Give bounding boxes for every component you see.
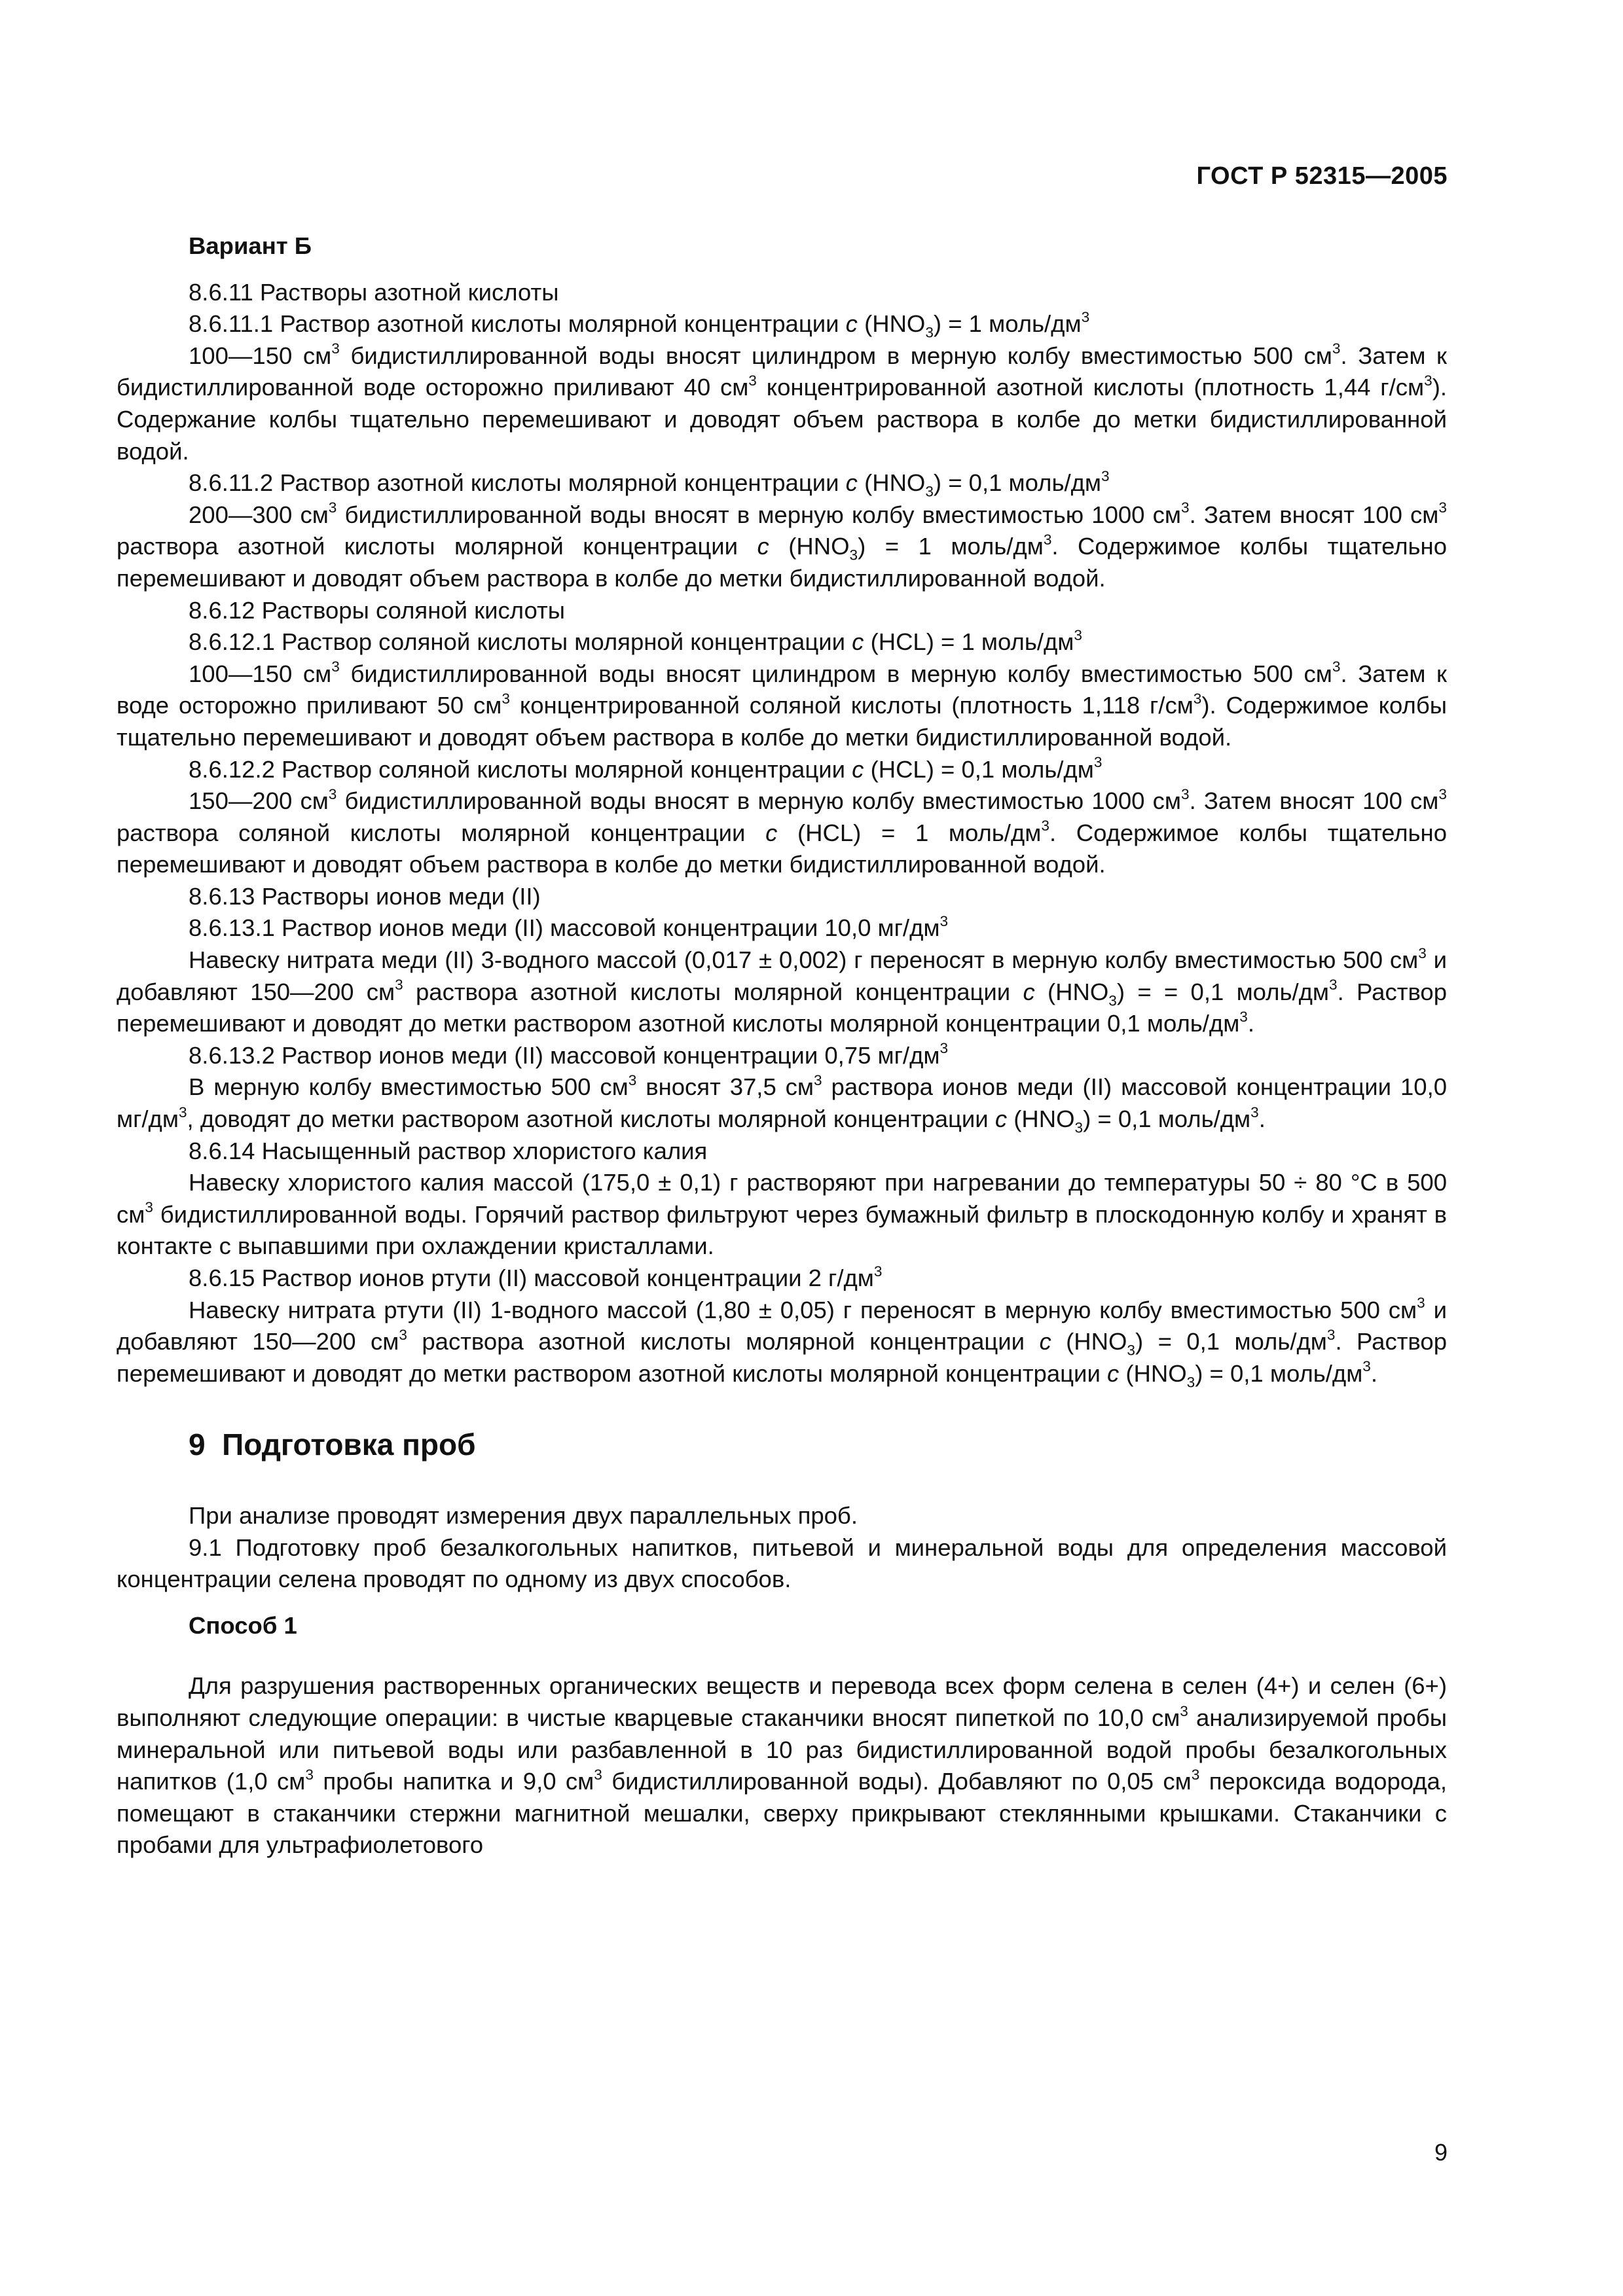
paragraph: Навеску нитрата меди (II) 3-водного массой (0,017 ± 0,002) г переносят в мерную колбу вместимостью 500 $см^3$ и добавляют 150—200 $см^3$ раствора азотной кислоты молярной концентрации c $(HNO_3)$ = = 0,1 моль/$дм^3$. Раствор перемешивают и доводят до метки раствором азотной кислоты молярной концентрации 0,1 моль/$дм^3$. — [117, 944, 1448, 1037]
paragraph: 8.6.13.2 Раствор ионов меди (II) массовой концентрации 0,75 $мг/дм^3$ — [189, 1040, 949, 1069]
paragraph: Навеску хлористого калия массой (175,0 ± 0,1) г растворяют при нагревании до температуры 50 ÷ 80 °С в 500 $см^3$ бидистиллированной воды. Горячий раствор фильтруют через бумажный фильтр в плоскодонную колбу и хранят в контакте с выпавшими при охлаждении кристаллами. — [117, 1169, 1447, 1260]
paragraph: 200—300 $см^3$ бидистиллированной воды вносят в мерную колбу вместимостью 1000 $см^3$. Затем вносят 100 $см^3$ раствора азотной кислоты молярной концентрации c $(HNO_3) = 1$ моль/$дм^3$. Содержимое колбы тщательно перемешивают и доводят объем раствора в колбе до метки бидистиллированной водой. — [117, 499, 1448, 592]
paragraph: 100—150 $см^3$ бидистиллированной воды вносят цилиндром в мерную колбу вместимостью 500 $см^3$. Затем к бидистиллированной воде осторожно приливают 40 $см^3$ концентрированной азотной кислоты (плотность 1,44 $г/см^3$). Содержание колбы тщательно перемешивают и доводят объем раствора в колбе до метки бидистиллированной водой. — [117, 340, 1448, 465]
paragraph: 8.6.12.2 Раствор соляной кислоты молярной концентрации c (HCL) = 0,1 моль/$дм^3$ — [189, 754, 1103, 783]
section-number: 9 — [189, 1427, 206, 1462]
paragraph: Для разрушения растворенных органических веществ и перевода всех форм селена в селен (4+) и селен (6+) выполняют следующие операции: в чистые кварцевые стаканчики вносят пипеткой по 10,0 $см^3$ анализируемой пробы минеральной или питьевой воды или разбавленной в 10 раз бидистиллированной водой пробы безалкогольных напитков (1,0 $см^3$ пробы напитка и 9,0 $см^3$ бидистиллированной воды). Добавляют по 0,05 $см^3$ пероксида водорода, помещают в стаканчики стержни магнитной мешалки, сверху прикрывают стеклянными крышками. Стаканчики с пробами для ультрафиолетового — [117, 1672, 1447, 1859]
paragraph: 150—200 $см^3$ бидистиллированной воды вносят в мерную колбу вместимостью 1000 $см^3$. Затем вносят 100 $см^3$ раствора соляной кислоты молярной концентрации c (HCL) = 1 моль/$дм^3$. Содержимое колбы тщательно перемешивают и доводят объем раствора в колбе до метки бидистиллированной водой. — [117, 785, 1447, 878]
paragraph: При анализе проводят измерения двух параллельных проб. — [189, 1501, 858, 1529]
paragraph: 8.6.14 Насыщенный раствор хлористого калия — [189, 1137, 708, 1164]
page-number: 9 — [1434, 2139, 1448, 2166]
method-heading: Способ 1 — [189, 1611, 297, 1639]
paragraph: 8.6.12 Растворы соляной кислоты — [189, 596, 565, 624]
section-heading — [189, 1429, 1447, 1461]
paragraph: 8.6.15 Раствор ионов ртути (II) массовой концентрации 2 $г/дм^3$ — [189, 1263, 883, 1291]
paragraph: 8.6.13.1 Раствор ионов меди (II) массовой концентрации 10,0 $мг/дм^3$ — [189, 913, 949, 942]
paragraph: В мерную колбу вместимостью 500 $см^3$ вносят 37,5 $см^3$ раствора ионов меди (II) массовой концентрации 10,0 $мг/дм^3$, доводят до метки раствором азотной кислоты молярной концентрации c $(HNO_3) = 0,1$ моль/$дм^3$. — [117, 1072, 1448, 1136]
paragraph: 100—150 $см^3$ бидистиллированной воды вносят цилиндром в мерную колбу вместимостью 500 $см^3$. Затем к воде осторожно приливают 50 $см^3$ концентрированной соляной кислоты (плотность 1,118 $г/см^3$). Содержимое колбы тщательно перемешивают и доводят объем раствора в колбе до метки бидистиллированной водой. — [117, 658, 1448, 751]
paragraph: Навеску нитрата ртути (II) 1-водного массой (1,80 ± 0,05) г переносят в мерную колбу вместимостью 500 $см^3$ и добавляют 150—200 $см^3$ раствора азотной кислоты молярной концентрации c $(HNO_3) = 0,1$ моль/$дм^3$. Раствор перемешивают и доводят до метки раствором азотной кислоты молярной концентрации c $(HNO_3) = 0,1$ моль/$дм^3$. — [117, 1295, 1448, 1391]
paragraph: 8.6.11 Растворы азотной кислоты — [189, 278, 559, 306]
paragraph: 8.6.11.1 Раствор азотной кислоты молярной концентрации c $(HNO_3) = 1$ моль/$дм^3$ — [189, 308, 1090, 341]
document-body — [117, 230, 1447, 1861]
standard-code: ГОСТ Р 52315—2005 — [1196, 162, 1448, 190]
variant-heading: Вариант Б — [189, 232, 312, 259]
paragraph: 8.6.11.2 Раствор азотной кислоты молярной концентрации c $(HNO_3) = 0,1$ моль/$дм^3$ — [189, 467, 1110, 500]
paragraph: 8.6.12.1 Раствор соляной кислоты молярной концентрации c (HCL) = 1 моль/$дм^3$ — [189, 626, 1082, 656]
section-title: Подготовка проб — [222, 1427, 476, 1462]
paragraph: 9.1 Подготовку проб безалкогольных напитков, питьевой и минеральной воды для определения массовой концентрации селена проводят по одному из двух способов. — [117, 1534, 1447, 1593]
paragraph: 8.6.13 Растворы ионов меди (II) — [189, 882, 541, 910]
